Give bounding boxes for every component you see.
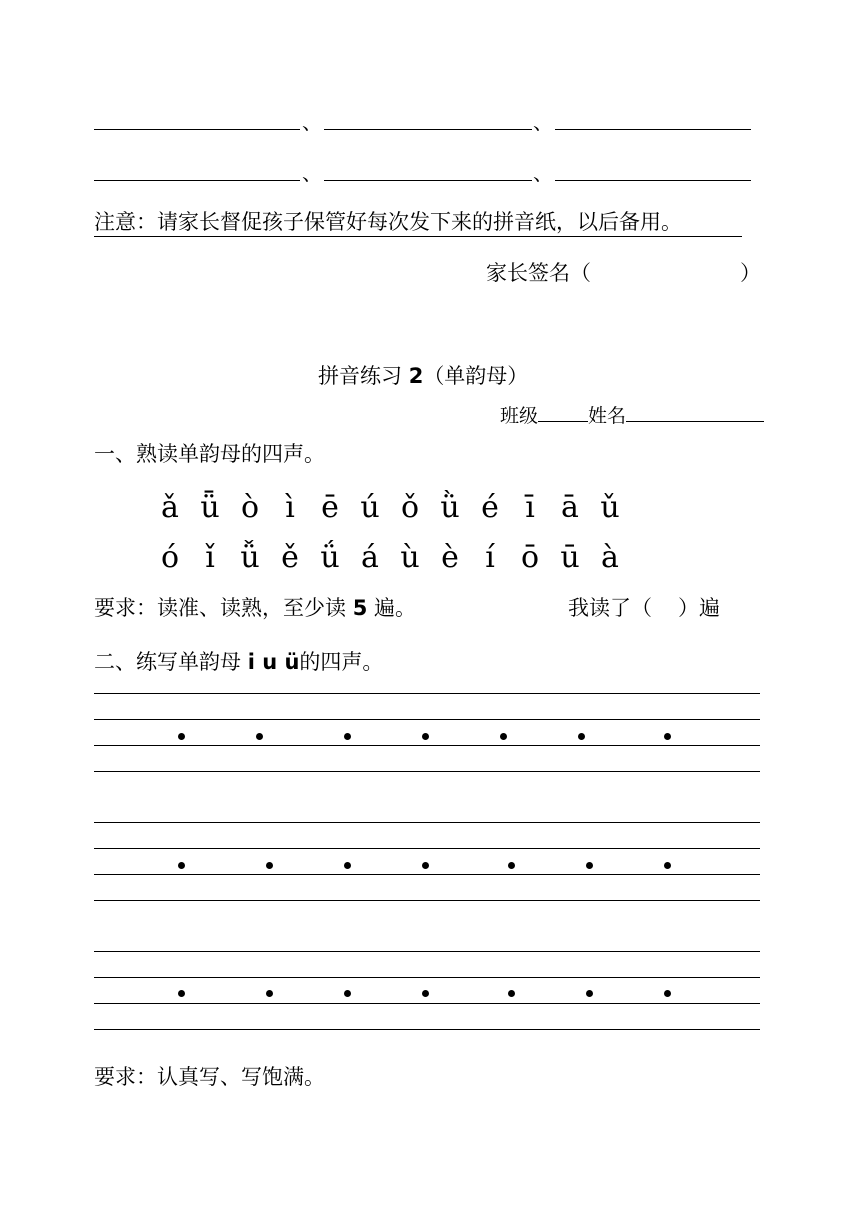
answer-blank[interactable] xyxy=(555,129,751,130)
separator-mark: 、 xyxy=(533,110,553,134)
pinyin-syllable: ù xyxy=(400,540,420,575)
pinyin-syllable: á xyxy=(361,540,379,575)
read-count-prefix: 我读了（ xyxy=(568,596,652,620)
parent-signature-label: 家长签名（ xyxy=(486,261,591,285)
writing-dot xyxy=(664,733,671,740)
writing-dot xyxy=(344,862,351,869)
writing-dot xyxy=(422,990,429,997)
pinyin-syllable: ó xyxy=(160,540,180,575)
section2-heading-letters: i u ü xyxy=(247,650,300,674)
pinyin-syllable: ě xyxy=(281,540,299,575)
writing-dot xyxy=(586,862,593,869)
class-field[interactable] xyxy=(538,403,588,422)
writing-line xyxy=(94,874,760,875)
pinyin-syllable: ī xyxy=(525,490,535,525)
pinyin-syllable: ǒ xyxy=(400,490,420,525)
answer-blank[interactable] xyxy=(324,129,532,130)
writing-line xyxy=(94,719,760,720)
parent-signature-field[interactable] xyxy=(604,260,738,288)
separator-mark: 、 xyxy=(533,161,553,185)
section2-heading-prefix: 二、练写单韵母 xyxy=(94,650,248,674)
pinyin-syllable: ò xyxy=(240,490,260,525)
pinyin-syllable: ō xyxy=(520,540,540,575)
title-suffix: （单韵母） xyxy=(423,364,529,388)
section1-heading: 一、熟读单韵母的四声。 xyxy=(94,442,325,466)
pinyin-syllable: ǎ xyxy=(161,490,179,525)
answer-blank[interactable] xyxy=(94,129,300,130)
writing-dot xyxy=(178,990,185,997)
req-number: 5 xyxy=(352,596,368,620)
writing-line xyxy=(94,693,760,694)
name-field[interactable] xyxy=(626,403,764,422)
title-number: 2 xyxy=(408,364,424,388)
student-info xyxy=(500,402,764,430)
pinyin-syllable: é xyxy=(481,490,499,525)
writing-line xyxy=(94,771,760,772)
pinyin-syllable: ǖ xyxy=(200,490,220,525)
writing-line xyxy=(94,1029,760,1030)
read-count-label xyxy=(568,594,720,622)
writing-requirement: 要求：认真写、写饱满。 xyxy=(94,1065,325,1089)
pinyin-syllable: ǚ xyxy=(240,540,260,575)
answer-blank[interactable] xyxy=(324,180,532,181)
pinyin-syllable: ū xyxy=(560,540,580,575)
read-count-suffix: ）遍 xyxy=(678,596,720,620)
pinyin-syllable: í xyxy=(485,540,495,575)
writing-dot xyxy=(508,862,515,869)
answer-blank[interactable] xyxy=(94,180,300,181)
req-suffix: 遍。 xyxy=(367,596,416,620)
writing-line xyxy=(94,977,760,978)
pinyin-syllable: ā xyxy=(561,490,579,525)
page-title xyxy=(318,362,528,390)
pinyin-syllable: ú xyxy=(360,490,380,525)
pinyin-syllable: è xyxy=(441,540,459,575)
writing-dot xyxy=(422,862,429,869)
section2-heading xyxy=(94,648,383,676)
pinyin-syllable: ǘ xyxy=(320,540,340,575)
writing-dot xyxy=(664,862,671,869)
pinyin-row-1 xyxy=(150,488,630,528)
separator-mark: 、 xyxy=(302,161,322,185)
writing-line xyxy=(94,951,760,952)
writing-dot xyxy=(344,990,351,997)
pinyin-syllable: ē xyxy=(321,490,339,525)
answer-blank[interactable] xyxy=(555,180,751,181)
reading-requirement xyxy=(94,594,416,622)
pinyin-syllable: ǔ xyxy=(600,490,620,525)
class-label: 班级 xyxy=(500,405,539,427)
pinyin-row-2 xyxy=(150,538,630,578)
writing-dot xyxy=(500,733,507,740)
writing-dot xyxy=(178,733,185,740)
parent-signature-close: ） xyxy=(740,261,761,285)
writing-line xyxy=(94,822,760,823)
writing-dot xyxy=(578,733,585,740)
writing-line xyxy=(94,1003,760,1004)
title-prefix: 拼音练习 xyxy=(318,364,409,388)
writing-dot xyxy=(664,990,671,997)
writing-dot xyxy=(344,733,351,740)
writing-dot xyxy=(266,990,273,997)
writing-line xyxy=(94,848,760,849)
separator-mark: 、 xyxy=(302,110,322,134)
read-count-field[interactable] xyxy=(652,595,678,615)
pinyin-syllable: ǐ xyxy=(205,540,215,575)
name-label: 姓名 xyxy=(588,405,627,427)
writing-dot xyxy=(266,862,273,869)
writing-dot xyxy=(508,990,515,997)
section2-heading-suffix: 的四声。 xyxy=(299,650,384,674)
pinyin-syllable: ì xyxy=(285,490,295,525)
writing-dot xyxy=(586,990,593,997)
req-prefix: 要求：读准、读熟，至少读 xyxy=(94,596,353,620)
writing-dot xyxy=(256,733,263,740)
writing-line xyxy=(94,745,760,746)
parent-notice: 注意：请家长督促孩子保管好每次发下来的拼音纸，以后备用。 xyxy=(94,208,742,237)
pinyin-syllable: à xyxy=(601,540,619,575)
writing-line xyxy=(94,900,760,901)
pinyin-syllable: ǜ xyxy=(440,490,460,525)
writing-dot xyxy=(422,733,429,740)
writing-dot xyxy=(178,862,185,869)
